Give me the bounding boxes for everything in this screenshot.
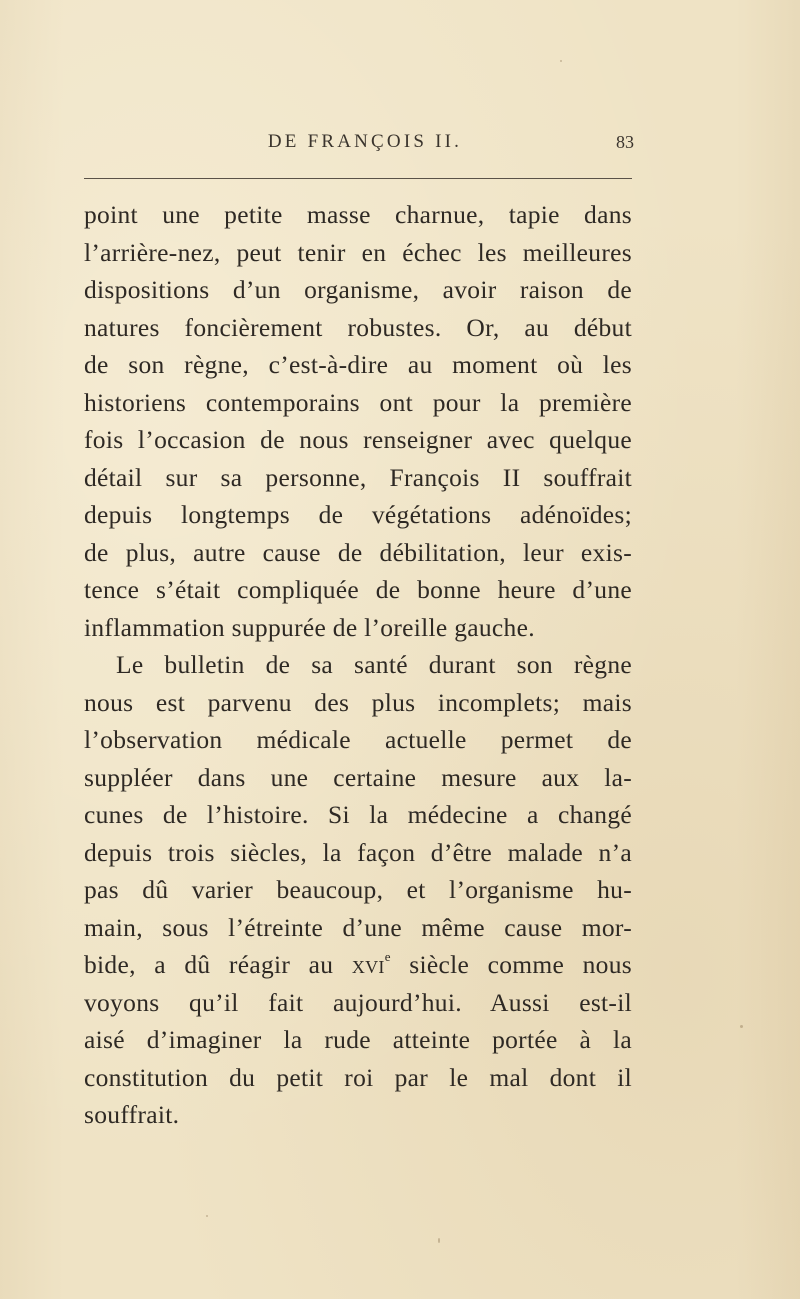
running-title: DE FRANÇOIS II. [267, 131, 463, 152]
text-line: depuis longtemps de végétations adénoïdes; [84, 500, 632, 529]
text-line: détail sur sa personne, François II souffrait [84, 462, 632, 492]
paper-speck [206, 1215, 208, 1217]
page-number: 83 [616, 132, 634, 152]
text-line: aisé d’imaginer la rude atteinte portée à la [84, 1025, 632, 1054]
text-fragment: bide, a dû réagir au [84, 950, 352, 979]
century-superscript: e [384, 948, 391, 964]
text-fragment: siècle comme nous [390, 950, 633, 979]
text-line: pas dû varier beaucoup, et l’organisme hu- [84, 875, 632, 904]
century-numeral: xvi [351, 950, 385, 979]
text-line: nous est parvenu des plus incomplets; mais [84, 687, 632, 717]
text-line: tence s’était compliquée de bonne heure d’une [84, 575, 632, 604]
text-line: main, sous l’étreinte d’une même cause mor- [84, 912, 632, 942]
text-line: point une petite masse charnue, tapie dans [84, 200, 632, 229]
text-line: cunes de l’histoire. Si la médecine a changé [84, 800, 632, 829]
text-line: de son règne, c’est-à-dire au moment où les [84, 350, 632, 379]
text-line: constitution du petit roi par le mal dont il [84, 1062, 632, 1092]
text-line: voyons qu’il fait aujourd’hui. Aussi est-il [84, 987, 632, 1017]
paper-speck [740, 1025, 743, 1028]
body-text [84, 196, 632, 1134]
text-line: souffrait. [84, 1100, 180, 1129]
text-line: suppléer dans une certaine mesure aux la- [84, 762, 632, 792]
text-line: de plus, autre cause de débilitation, leur exis- [84, 537, 632, 567]
text-line: historiens contemporains ont pour la première [84, 387, 632, 417]
paper-speck [560, 60, 562, 62]
text-line: fois l’occasion de nous renseigner avec quelque [84, 425, 632, 454]
text-line-century [84, 946, 632, 984]
paper-speck [438, 1238, 440, 1243]
text-line: Le bulletin de sa santé durant son règne [116, 650, 632, 679]
page-header [84, 131, 646, 161]
text-line: natures foncièrement robustes. Or, au début [84, 312, 632, 342]
text-line: depuis trois siècles, la façon d’être malade n’a [84, 837, 632, 867]
text-line: l’arrière-nez, peut tenir en échec les meilleures [84, 237, 632, 267]
text-line: l’observation médicale actuelle permet de [84, 725, 632, 754]
text-line: inflammation suppurée de l’oreille gauche. [84, 612, 535, 642]
text-line: dispositions d’un organisme, avoir raison de [84, 275, 632, 304]
header-rule [84, 178, 632, 179]
